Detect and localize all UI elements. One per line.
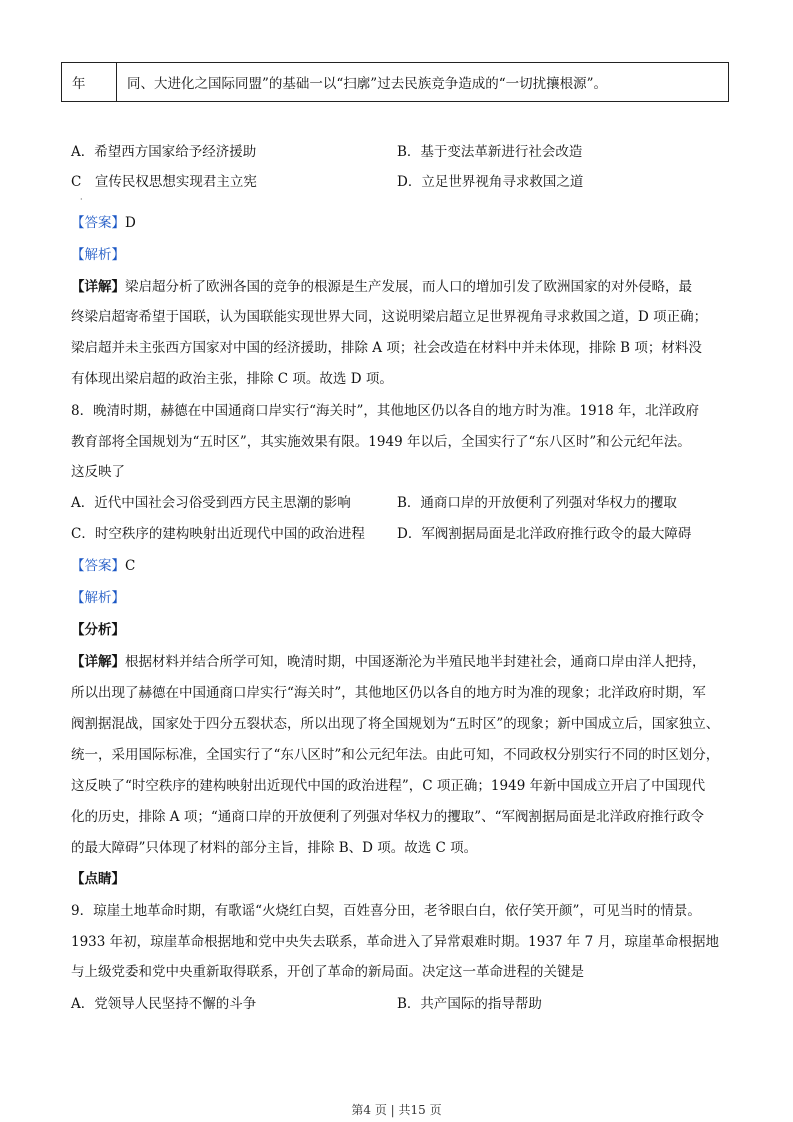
q8-option-c: C．时空秩序的建构映射出近现代中国的政治进程 <box>71 526 365 542</box>
q7-answer <box>71 214 136 232</box>
q9-stem-line: 1933 年初，琼崖革命根据地和党中央失去联系，革命进入了异常艰难时期。1937 年 7 月，琼崖革命根据地 <box>71 934 719 950</box>
q7-detail-line <box>71 278 692 296</box>
q8-detail-line: 所以出现了赫德在中国通商口岸实行“海关时”，其他地区仍以各自的地方时为准的现象；北洋政府时期，军 <box>71 685 706 701</box>
q8-analysis-tag: 【解析】 <box>71 590 125 606</box>
q8-stem-line: 这反映了 <box>71 464 125 480</box>
q8-detail-line: 这反映了“时空秩序的建构映射出近现代中国的政治进程”，C 项正确；1949 年新中国成立开启了中国现代 <box>71 778 706 794</box>
stray-dot-mark: · <box>80 195 83 204</box>
q7-detail-line: 有体现出梁启超的政治主张，排除 C 项。故选 D 项。 <box>71 371 393 387</box>
q7-analysis-tag: 【解析】 <box>71 247 125 263</box>
q8-option-d: D．军阀割据局面是北洋政府推行政令的最大障碍 <box>397 526 692 542</box>
q8-fenxi-tag: 【分析】 <box>71 622 125 638</box>
q7-answer-tag: 【答案】 <box>71 215 125 231</box>
q8-detail-line: 化的历史，排除 A 项；“通商口岸的开放便利了列强对华权力的攫取”、“军阀割据局面是北洋政府推行政令 <box>71 809 705 825</box>
q8-option-a: A．近代中国社会习俗受到西方民主思潮的影响 <box>71 495 351 511</box>
q7-option-c: C 宣传民权思想实现君主立宪 <box>71 174 257 190</box>
q8-detail-line: 统一，采用国际标准，全国实行了“东八区时”和公元纪年法。由此可知，不同政权分别实行不同的时区划分， <box>71 747 720 763</box>
q8-detail-tag: 【详解】 <box>71 654 125 670</box>
q8-detail-line: 的最大障碍”只体现了材料的部分主旨，排除 B、D 项。故选 C 项。 <box>71 840 478 856</box>
q9-stem-line: 与上级党委和党中央重新取得联系，开创了革命的新局面。决定这一革命进程的关键是 <box>71 964 584 980</box>
q9-stem-line: 9．琼崖土地革命时期，有歌谣“火烧红白契，百姓喜分田，老爷眼白白，依仔笑开颜”，可见当时的情景。 <box>71 903 701 919</box>
q8-stem-line: 8．晚清时期，赫德在中国通商口岸实行“海关时”，其他地区仍以各自的地方时为准。1918 年，北洋政府 <box>71 403 700 419</box>
q8-detail-line: 阀割据混战，国家处于四分五裂状态，所以出现了将全国规划为“五时区”的现象；新中国成立后，国家独立、 <box>71 716 720 732</box>
table-cell-year: 年 <box>62 63 117 101</box>
q8-option-b: B．通商口岸的开放便利了列强对华权力的攫取 <box>397 495 677 511</box>
q8-stem-line: 教育部将全国规划为“五时区”，其实施效果有限。1949 年以后，全国实行了“东八区时”和公元纪年法。 <box>71 434 691 450</box>
q9-option-b: B．共产国际的指导帮助 <box>397 996 542 1012</box>
q8-detail-line <box>71 653 706 671</box>
q8-answer <box>71 557 135 575</box>
q8-answer-tag: 【答案】 <box>71 558 125 574</box>
q7-detail-tag: 【详解】 <box>71 279 125 295</box>
q7-detail-line: 梁启超并未主张西方国家对中国的经济援助，排除 A 项；社会改造在材料中并未体现，排除 B 项；材料没 <box>71 340 702 356</box>
q8-answer-value: C <box>125 558 136 574</box>
q7-detail-text: 梁启超分析了欧洲各国的竞争的根源是生产发展，而人口的增加引发了欧洲国家的对外侵略，最 <box>125 279 692 295</box>
q7-detail-line: 终梁启超寄希望于国联，认为国联能实现世界大同，这说明梁启超立足世界视角寻求救国之道，D 项正确； <box>71 309 708 325</box>
page-footer: 第4 页 | 共15 页 <box>351 1103 442 1117</box>
material-table <box>61 62 729 102</box>
q7-option-a: A．希望西方国家给予经济援助 <box>71 144 257 160</box>
q7-option-d: D．立足世界视角寻求救国之道 <box>397 174 584 190</box>
q8-detail-text: 根据材料并结合所学可知，晚清时期，中国逐渐沦为半殖民地半封建社会，通商口岸由洋人把持， <box>125 654 706 670</box>
table-cell-content: 同、大进化之国际同盟”的基础一以“扫廓”过去民族竞争造成的“一切扰攘根源”。 <box>127 76 608 92</box>
q8-dianjing-tag: 【点睛】 <box>71 871 125 887</box>
q7-answer-value: D <box>125 215 136 231</box>
q7-option-b: B．基于变法革新进行社会改造 <box>397 144 583 160</box>
q9-option-a: A．党领导人民坚持不懈的斗争 <box>71 996 257 1012</box>
